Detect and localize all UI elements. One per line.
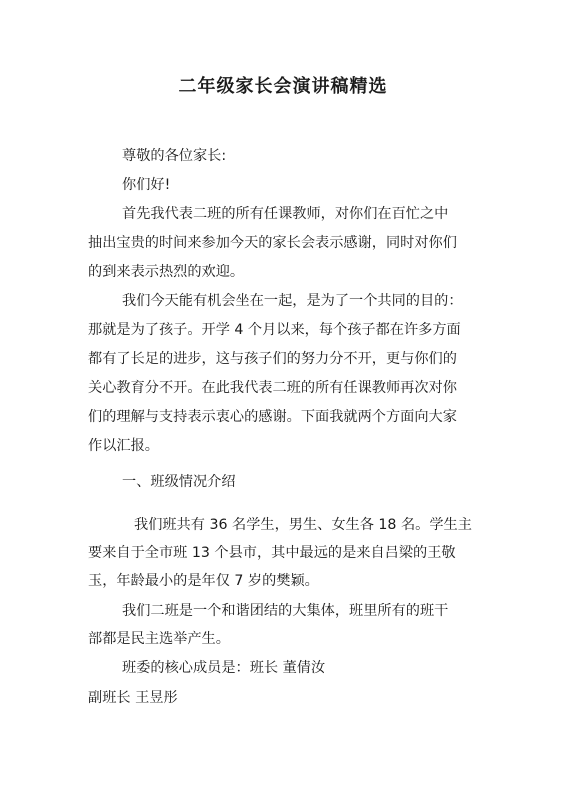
salutation: 尊敬的各位家长: [122, 148, 227, 164]
paragraph-line: 关心教育分不开。在此我代表二班的所有任课教师再次对你 [88, 380, 457, 396]
paragraph-line: 要来自于全市班 13 个县市，其中最远的是来自吕梁的王敬 [88, 545, 456, 561]
paragraph-line: 的到来表示热烈的欢迎。 [88, 264, 245, 280]
paragraph-line: 我们二班是一个和谐团结的大集体，班里所有的班干 [122, 603, 449, 619]
paragraph-line: 抽出宝贵的时间来参加今天的家长会表示感谢，同时对你们 [88, 235, 457, 251]
document-title: 二年级家长会演讲稿精选 [178, 76, 388, 97]
paragraph-line: 副班长 王昱彤 [88, 690, 178, 706]
paragraph-line: 作以汇报。 [88, 438, 159, 454]
paragraph-line: 都有了长足的进步，这与孩子们的努力分不开，更与你们的 [88, 351, 457, 367]
paragraph-line: 们的理解与支持表示衷心的感谢。下面我就两个方面向大家 [88, 409, 457, 425]
paragraph-line: 玉，年龄最小的是年仅 7 岁的樊颖。 [88, 573, 319, 589]
paragraph-line: 我们班共有 36 名学生，男生、女生各 18 名。学生主 [134, 517, 472, 533]
paragraph-line: 班委的核心成员是：班长 董倩汝 [122, 660, 326, 676]
section-heading: 一、班级情况介绍 [122, 474, 236, 490]
paragraph-line: 那就是为了孩子。开学 4 个月以来，每个孩子都在许多方面 [88, 322, 461, 338]
paragraph-line: 我们今天能有机会坐在一起，是为了一个共同的目的： [122, 293, 463, 309]
paragraph-line: 部都是民主选举产生。 [88, 631, 230, 647]
greeting: 你们好! [122, 177, 171, 193]
paragraph-line: 首先我代表二班的所有任课教师，对你们在百忙之中 [122, 206, 449, 222]
